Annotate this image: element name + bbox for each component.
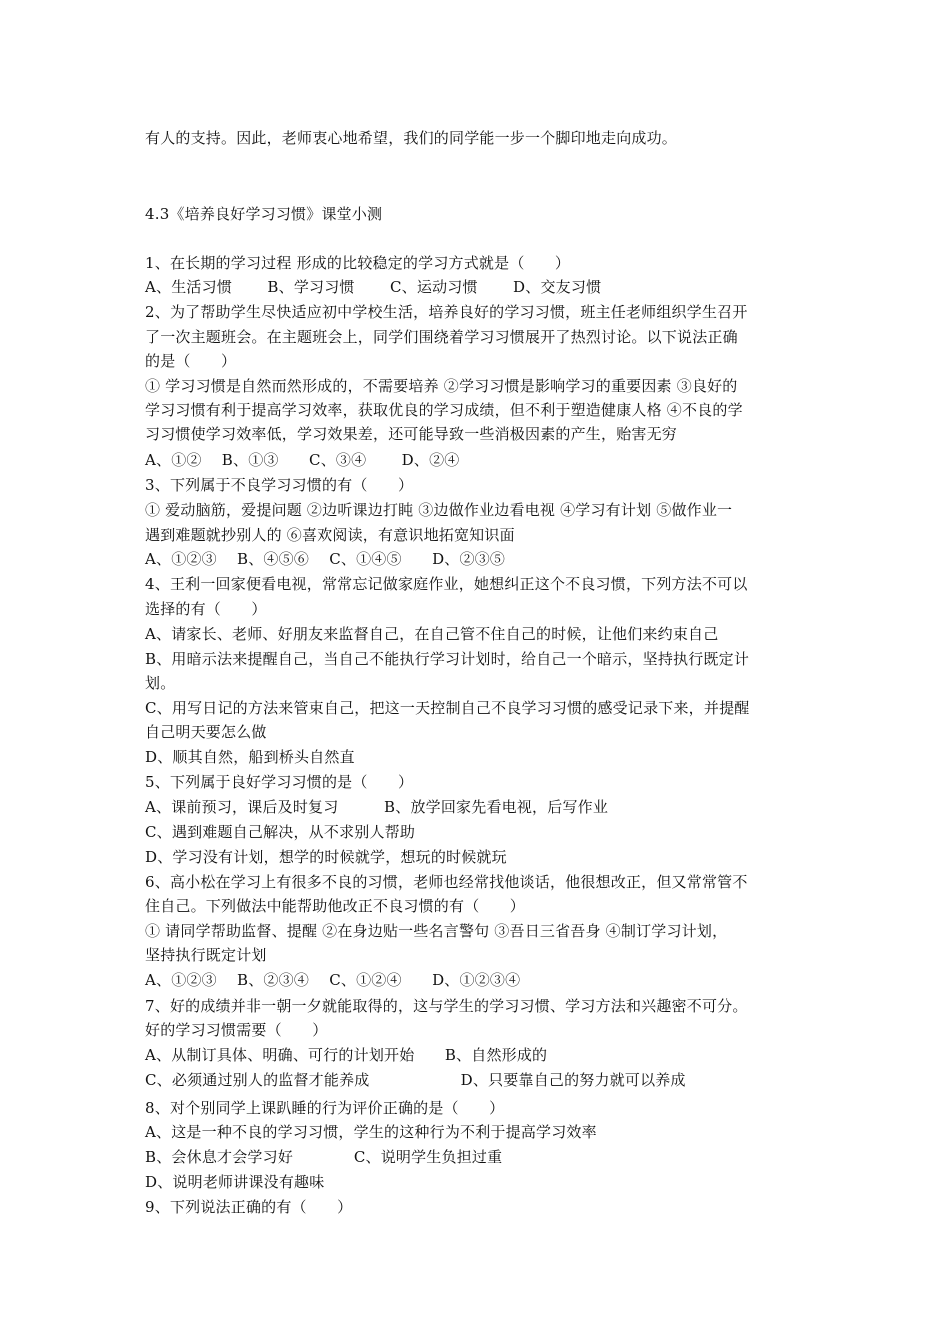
text-line: D、学习没有计划，想学的时候就学，想玩的时候就玩 [145,848,507,866]
text-line: A、这是一种不良的学习习惯，学生的这种行为不利于提高学习效率 [145,1123,597,1141]
text-line: 4、王利一回家便看电视，常常忘记做家庭作业，她想纠正这个不良习惯，下列方法不可以 [145,575,748,593]
text-line: C、遇到难题自己解决，从不求别人帮助 [145,823,416,841]
text-line: 学习习惯有利于提高学习效率，获取优良的学习成绩，但不利于塑造健康人格 ④不良的学 [145,401,743,419]
text-line: C、必须通过别人的监督才能养成 D、只要靠自己的努力就可以养成 [145,1071,686,1089]
text-line: A、①② B、①③ C、③④ D、②④ [145,451,460,469]
text-line: 划。 [145,674,176,692]
text-line: A、请家长、老师、好朋友来监督自己，在自己管不住自己的时候，让他们来约束自己 [145,625,719,643]
text-line: A、课前预习，课后及时复习 B、放学回家先看电视，后写作业 [145,798,609,816]
quiz-title: 4.3《培养良好学习习惯》课堂小测 [145,205,383,223]
text-line: 好的学习习惯需要（ ） [145,1021,328,1039]
text-line: ① 爱动脑筋，爱提问题 ②边听课边打盹 ③边做作业边看电视 ④学习有计划 ⑤做作业一 [145,501,733,519]
text-line: D、说明老师讲课没有趣味 [145,1173,325,1191]
text-line: D、顺其自然，船到桥头自然直 [145,748,355,766]
text-line: 的是（ ） [145,352,237,370]
text-line: 5、下列属于良好学习习惯的是（ ） [145,773,414,791]
text-line: 自己明天要怎么做 [145,723,267,741]
text-line: 6、高小松在学习上有很多不良的习惯，老师也经常找他谈话，他很想改正，但又常常管不 [145,873,748,891]
text-line: 住自己。下列做法中能帮助他改正不良习惯的有（ ） [145,897,526,915]
text-line: 有人的支持。因此，老师衷心地希望，我们的同学能一步一个脚印地走向成功。 [145,129,678,147]
text-line: 8、对个别同学上课趴睡的行为评价正确的是（ ） [145,1099,505,1117]
text-line: A、①②③ B、④⑤⑥ C、①④⑤ D、②③⑤ [145,550,506,568]
text-line: B、用暗示法来提醒自己，当自己不能执行学习计划时，给自己一个暗示，坚持执行既定计 [145,650,750,668]
text-line: A、从制订具体、明确、可行的计划开始 B、自然形成的 [145,1046,548,1064]
text-line: 选择的有（ ） [145,600,267,618]
text-line: 3、下列属于不良学习习惯的有（ ） [145,476,414,494]
text-line: 9、下列说法正确的有（ ） [145,1198,353,1216]
text-line: 习习惯使学习效率低，学习效果差，还可能导致一些消极因素的产生，贻害无穷 [145,425,678,443]
text-line: 7、好的成绩并非一朝一夕就能取得的，这与学生的学习习惯、学习方法和兴趣密不可分。 [145,997,748,1015]
text-line: A、①②③ B、②③④ C、①②④ D、①②③④ [145,971,521,989]
text-line: C、用写日记的方法来管束自己，把这一天控制自己不良学习习惯的感受记录下来，并提醒 [145,699,750,717]
text-line: 遇到难题就抄别人的 ⑥喜欢阅读，有意识地拓宽知识面 [145,526,515,544]
text-line: 1、在长期的学习过程 形成的比较稳定的学习方式就是（ ） [145,254,571,272]
text-line: 了一次主题班会。在主题班会上，同学们围绕着学习习惯展开了热烈讨论。以下说法正确 [145,328,738,346]
text-line: A、生活习惯 B、学习习惯 C、运动习惯 D、交友习惯 [145,278,602,296]
text-line: 2、为了帮助学生尽快适应初中学校生活，培养良好的学习习惯，班主任老师组织学生召开 [145,303,748,321]
text-line: 坚持执行既定计划 [145,946,267,964]
text-line: ① 学习习惯是自然而然形成的，不需要培养 ②学习习惯是影响学习的重要因素 ③良好的 [145,377,738,395]
text-line: B、会休息才会学习好 C、说明学生负担过重 [145,1148,503,1166]
text-line: ① 请同学帮助监督、提醒 ②在身边贴一些名言警句 ③吾日三省吾身 ④制订学习计划， [145,922,728,940]
